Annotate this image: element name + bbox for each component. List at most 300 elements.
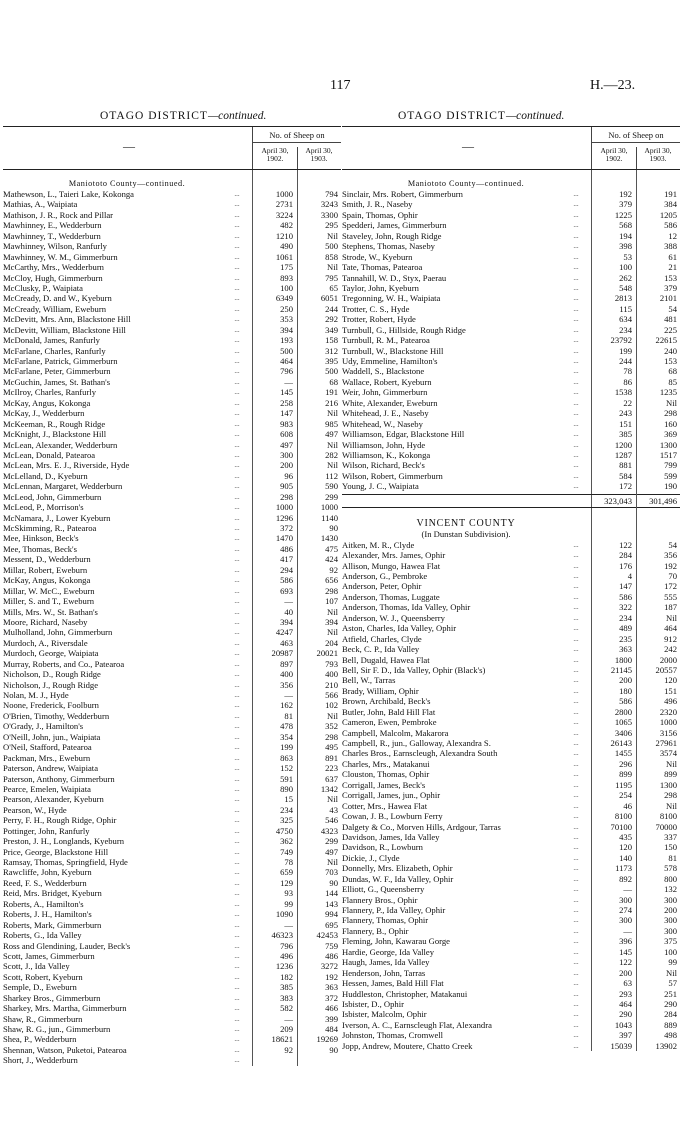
sheep-1902: 490	[280, 241, 293, 252]
sheep-1902: 78	[623, 366, 632, 377]
leader-dots: ...	[573, 707, 579, 716]
leader-dots: ...	[234, 972, 240, 981]
owner-name: Donnelly, Mrs. Elizabeth, Ophir	[342, 863, 453, 874]
table-row	[342, 790, 680, 800]
table-row	[342, 561, 680, 571]
owner-name: Anderson, Peter, Ophir	[342, 581, 422, 592]
sheep-1903: 187	[664, 602, 677, 613]
sheep-1903: 1300	[659, 439, 677, 450]
owner-name: Nolan, M. J., Hyde	[3, 690, 69, 700]
sheep-1902: 394	[280, 616, 293, 627]
table-row	[342, 377, 680, 387]
table-row	[342, 968, 680, 978]
table-row	[3, 554, 341, 564]
leader-dots: ...	[573, 221, 579, 230]
owner-name: O'Grady, J., Hamilton's	[3, 721, 84, 732]
sheep-1903: 68	[329, 376, 338, 387]
table-row	[3, 920, 341, 930]
sheep-1903: 90	[329, 877, 338, 888]
sheep-1903: Nil	[327, 408, 338, 419]
sheep-1903: 800	[664, 873, 677, 884]
sheep-1903: 1235	[659, 387, 677, 398]
owner-name: Mee, Hinkson, Beck's	[3, 533, 79, 544]
table-row	[3, 700, 341, 710]
leader-dots: ...	[573, 780, 579, 789]
owner-name: Murdoch, A., Riversdale	[3, 637, 88, 648]
leader-dots: ...	[234, 680, 240, 689]
owner-name: Whitehead, J. E., Naseby	[342, 408, 429, 419]
sheep-1902: 497	[280, 439, 293, 450]
owner-name: O'Brien, Timothy, Wedderburn	[3, 710, 110, 721]
sheep-1903: 375	[664, 936, 677, 947]
leader-dots: ...	[573, 210, 579, 219]
sheep-1902: 1210	[275, 230, 293, 241]
sheep-1902: 70100	[610, 821, 632, 832]
sheep-1903: Nil	[666, 758, 677, 769]
sheep-1903: 244	[325, 303, 338, 314]
leader-dots: ...	[234, 1045, 240, 1054]
sheep-1902: 145	[280, 387, 293, 398]
sheep-1902: 464	[619, 998, 632, 1009]
leader-dots: ...	[573, 958, 579, 967]
sheep-1903: 99	[668, 957, 677, 968]
leader-dots: ...	[234, 743, 240, 752]
leader-dots: ...	[234, 659, 240, 668]
sheep-1903: 466	[325, 1003, 338, 1014]
header-dash: —	[123, 139, 135, 153]
owner-name: Turnbull, R. M., Patearoa	[342, 335, 430, 346]
leader-dots: ...	[573, 482, 579, 491]
sheep-1902: 379	[619, 199, 632, 210]
sheep-1902: 4247	[275, 627, 293, 638]
sheep-1903: Nil	[327, 710, 338, 721]
sheep-1903: 12	[668, 230, 677, 241]
sheep-1903: 496	[664, 696, 677, 707]
totals-row	[342, 494, 680, 508]
sheep-1902: 464	[280, 356, 293, 366]
sheep-1903: 2101	[659, 293, 677, 304]
table-row	[3, 993, 341, 1003]
leader-dots: ...	[573, 613, 579, 622]
owner-name: Price, George, Blackstone Hill	[3, 846, 109, 857]
leader-dots: ...	[573, 357, 579, 365]
sheep-1902: 1200	[614, 439, 632, 450]
sheep-1902: 463	[280, 637, 293, 648]
sheep-1903: 394	[325, 616, 338, 627]
owner-name: Paterson, Anthony, Gimmerburn	[3, 773, 115, 784]
owner-name: Pearson, W., Hyde	[3, 804, 67, 815]
table-row	[342, 686, 680, 696]
sheep-1902: 46323	[271, 930, 293, 941]
sheep-1903: 153	[664, 356, 677, 366]
sheep-1903: 150	[664, 842, 677, 853]
leader-dots: ...	[234, 555, 240, 564]
table-row	[3, 565, 341, 575]
sheep-1903: 1517	[659, 449, 677, 460]
sheep-1902: 796	[280, 366, 293, 377]
leader-dots: ...	[234, 941, 240, 950]
leader-dots: ...	[573, 728, 579, 737]
sheep-1903: 546	[325, 815, 338, 826]
table-row	[3, 774, 341, 784]
sheep-1902: 325	[280, 815, 293, 826]
sheep-1903: 107	[325, 596, 338, 607]
sheep-1903: 1342	[320, 783, 338, 794]
table-row	[342, 936, 680, 946]
owner-name: Corrigall, James, jun., Ophir	[342, 790, 441, 801]
owner-name: Iverson, A. C., Earnscleugh Flat, Alexandra	[342, 1019, 492, 1030]
sheep-1903: 352	[325, 721, 338, 732]
sheep-1903: 120	[664, 675, 677, 686]
section-heading: Maniototo County—continued.	[68, 179, 186, 188]
sheep-1903: Nil	[666, 397, 677, 408]
sheep-1902: 209	[280, 1024, 293, 1034]
leader-dots: ...	[573, 273, 579, 282]
sheep-1903: 200	[664, 905, 677, 915]
sheep-1903: 3243	[320, 199, 338, 210]
owner-name: McSkimming, R., Patearoa	[3, 523, 97, 533]
sheep-1903: 369	[664, 429, 677, 440]
owner-name: Mawhinney, W. M., Gimmerburn	[3, 251, 118, 262]
leader-dots: ...	[234, 764, 240, 773]
table-row	[342, 811, 680, 821]
owner-name: Allison, Mungo, Hawea Flat	[342, 560, 441, 571]
table-row	[3, 753, 341, 763]
leader-dots: ...	[573, 843, 579, 852]
sheep-1903: 349	[325, 324, 338, 335]
leader-dots: ...	[234, 440, 240, 449]
sheep-1902: 194	[619, 230, 632, 241]
table-row	[3, 199, 341, 209]
leader-dots: ...	[234, 878, 240, 887]
sheep-1902: 659	[280, 867, 293, 878]
table-row	[342, 481, 680, 491]
sheep-1903: 298	[664, 408, 677, 419]
table-row	[342, 769, 680, 779]
left-table-header	[3, 126, 341, 170]
owner-name: Weir, John, Gimmerburn	[342, 387, 428, 398]
owner-name: Flannery, Thomas, Ophir	[342, 915, 429, 926]
table-row	[342, 199, 680, 209]
leader-dots: ...	[234, 190, 240, 198]
owner-name: Anderson, Thomas, Ida Valley, Ophir	[342, 602, 471, 613]
sheep-1902: 122	[619, 539, 632, 550]
sheep-1902: 3224	[275, 209, 293, 220]
sheep-1902: 1000	[275, 189, 293, 199]
sheep-1902: 200	[619, 675, 632, 686]
owner-name: Flannery, B., Ophir	[342, 925, 409, 936]
sheep-1903: 497	[325, 429, 338, 440]
sheep-1903: 282	[325, 449, 338, 460]
owner-name: Millar, W. McC., Eweburn	[3, 585, 95, 596]
sheep-1902: 435	[619, 831, 632, 842]
leader-dots: ...	[573, 718, 579, 727]
table-row	[3, 304, 341, 314]
sheep-1903: 6051	[320, 293, 338, 304]
sheep-1903: 384	[664, 199, 677, 210]
sheep-1902: 296	[619, 758, 632, 769]
sheep-1902: 200	[619, 967, 632, 978]
leader-dots: ...	[234, 691, 240, 699]
sheep-1903: 337	[664, 831, 677, 842]
sheep-1903: Nil	[327, 439, 338, 450]
sheep-1902: 890	[280, 783, 293, 794]
owner-name: Haugh, James, Ida Valley	[342, 957, 430, 968]
sheep-1903: 1000	[320, 502, 338, 513]
table-row	[342, 863, 680, 873]
owner-name: Roberts, A., Hamilton's	[3, 898, 84, 909]
sheep-1902: 899	[619, 769, 632, 780]
sheep-1902: 356	[280, 679, 293, 690]
leader-dots: ...	[573, 739, 579, 747]
leader-dots: ...	[573, 551, 579, 560]
table-row	[342, 613, 680, 623]
sheep-1902: 300	[280, 449, 293, 460]
leader-dots: ...	[234, 231, 240, 240]
sheep-1903: 994	[325, 909, 338, 920]
leader-dots: ...	[573, 471, 579, 480]
sheep-1902: 385	[619, 429, 632, 440]
sheep-1902: 983	[280, 418, 293, 429]
leader-dots: ...	[234, 388, 240, 397]
sheep-1903: 22615	[655, 335, 677, 346]
owner-name: Jopp, Andrew, Moutere, Chatto Creek	[342, 1040, 473, 1051]
owner-name: Sinclair, Mrs. Robert, Gimmerburn	[342, 189, 463, 199]
table-row	[342, 707, 680, 717]
leader-dots: ...	[573, 968, 579, 977]
leader-dots: ...	[234, 847, 240, 856]
owner-name: Brady, William, Ophir	[342, 685, 419, 696]
right-district-title: OTAGO DISTRICT—continued.	[398, 110, 565, 122]
sheep-1902: 86	[623, 376, 632, 387]
sheep-1902: 372	[280, 523, 293, 533]
owner-name: McNamara, J., Lower Kyeburn	[3, 512, 111, 523]
sheep-1902: 1195	[615, 779, 632, 790]
sheep-1903: 100	[664, 946, 677, 957]
sheep-1902: 298	[280, 491, 293, 502]
owner-name: Williamson, Edgar, Blackstone Hill	[342, 429, 465, 440]
leader-dots: ...	[573, 430, 579, 439]
table-row	[342, 293, 680, 303]
owner-name: Williamson, K., Kokonga	[342, 449, 431, 460]
owner-name: White, Alexander, Eweburn	[342, 397, 438, 408]
sheep-1903: Nil	[666, 800, 677, 811]
leader-dots: ...	[573, 947, 579, 956]
owner-name: McKay, J., Wedderburn	[3, 408, 85, 419]
table-row	[342, 717, 680, 727]
sheep-1903: 486	[325, 950, 338, 961]
sheep-1902: 234	[619, 324, 632, 335]
leader-dots: ...	[234, 377, 240, 386]
leader-dots: ...	[573, 603, 579, 612]
table-row	[3, 346, 341, 356]
table-row	[342, 314, 680, 324]
sheep-1902: 21145	[610, 664, 632, 675]
sheep-1902: 478	[280, 721, 293, 732]
leader-dots: ...	[234, 889, 240, 898]
owner-name: McKeeman, R., Rough Ridge	[3, 418, 106, 429]
owner-name: Atfield, Charles, Clyde	[342, 633, 422, 644]
year-1902-header: April 30, 1902.	[261, 146, 289, 163]
table-row	[342, 325, 680, 335]
sheep-1903: 102	[325, 700, 338, 711]
owner-name: McLeod, John, Gimmerburn	[3, 491, 102, 502]
leader-dots: ...	[234, 962, 240, 971]
owner-name: Flannery Bros., Ophir	[342, 894, 418, 905]
sheep-1902: 385	[280, 982, 293, 993]
sheep-1903: 210	[325, 679, 338, 690]
leader-dots: ...	[234, 336, 240, 345]
leader-dots: ...	[573, 979, 579, 988]
leader-dots: ...	[573, 832, 579, 841]
sheep-1902: 234	[280, 804, 293, 815]
leader-dots: ...	[234, 597, 240, 606]
owner-name: Ramsay, Thomas, Springfield, Hyde	[3, 857, 128, 867]
owner-name: Charles Bros., Earnscleugh, Alexandra South	[342, 748, 498, 759]
table-row	[3, 899, 341, 909]
sheep-1902: —	[623, 884, 632, 895]
sheep-1902: 582	[280, 1003, 293, 1014]
sheep-1902: 122	[619, 957, 632, 968]
leader-dots: ...	[234, 1056, 240, 1065]
owner-name: McFarlane, Patrick, Gimmerburn	[3, 356, 118, 366]
owner-name: McCarthy, Mrs., Wedderburn	[3, 262, 104, 273]
sheep-1903: 475	[325, 543, 338, 554]
sheep-1902: 586	[619, 591, 632, 602]
leader-dots: ...	[573, 561, 579, 570]
leader-dots: ...	[573, 263, 579, 272]
sheep-1903: 65	[329, 282, 338, 293]
owner-name: Turnbull, W., Blackstone Hill	[342, 345, 444, 356]
sheep-1902: 23792	[610, 335, 632, 346]
table-row	[342, 728, 680, 738]
owner-name: Murdoch, George, Waipiata	[3, 648, 99, 659]
owner-name: McDevitt, William, Blackstone Hill	[3, 324, 126, 335]
table-row	[3, 492, 341, 502]
table-row	[3, 513, 341, 523]
sheep-1903: 42453	[316, 930, 338, 941]
sheep-1902: 397	[619, 1030, 632, 1041]
leader-dots: ...	[234, 732, 240, 741]
sheep-1902: 591	[280, 773, 293, 784]
sheep-1902: 235	[619, 633, 632, 644]
leader-dots: ...	[234, 753, 240, 762]
table-row	[3, 836, 341, 846]
leader-dots: ...	[234, 701, 240, 710]
sheep-1902: 394	[280, 324, 293, 335]
leader-dots: ...	[573, 582, 579, 591]
leader-dots: ...	[573, 540, 579, 549]
sheep-1902: 151	[619, 418, 632, 429]
sheep-1902: 1061	[275, 251, 293, 262]
sheep-1902: 1296	[275, 512, 293, 523]
leader-dots: ...	[234, 1004, 240, 1013]
sheep-1903: 395	[325, 356, 338, 366]
table-row	[342, 999, 680, 1009]
leader-dots: ...	[573, 624, 579, 633]
sheep-1902: 1538	[614, 387, 632, 398]
leader-dots: ...	[573, 377, 579, 386]
sheep-1902: 892	[619, 873, 632, 884]
owner-name: Fleming, John, Kawarau Gorge	[342, 936, 450, 947]
table-row	[342, 978, 680, 988]
owner-name: Spedderi, James, Gimmerburn	[342, 220, 447, 231]
table-row	[3, 982, 341, 992]
sheep-1903: 2000	[659, 654, 677, 665]
leader-dots: ...	[573, 791, 579, 800]
sheep-1902: —	[284, 919, 293, 930]
sheep-1902: 863	[280, 752, 293, 763]
leader-dots: ...	[234, 628, 240, 637]
right-table-header	[342, 126, 680, 170]
owner-name: Taylor, John, Kyeburn	[342, 282, 419, 293]
sheep-1903: 112	[325, 470, 338, 481]
sheep-1902: 26143	[610, 738, 632, 748]
table-row	[342, 1030, 680, 1040]
leader-dots: ...	[573, 398, 579, 407]
sheep-1902: 489	[619, 623, 632, 634]
sheep-1903: 43	[329, 804, 338, 815]
table-row	[3, 847, 341, 857]
table-row	[342, 675, 680, 685]
sheep-1903: 300	[664, 894, 677, 905]
owner-name: Shea, P., Wedderburn	[3, 1034, 77, 1045]
sheep-1902: 99	[284, 898, 293, 909]
owner-name: Packman, Mrs., Eweburn	[3, 752, 91, 763]
leader-dots: ...	[573, 1031, 579, 1040]
owner-name: Pearce, Emelen, Waipiata	[3, 783, 91, 794]
sheep-1902: 1065	[614, 717, 632, 728]
leader-dots: ...	[234, 1025, 240, 1033]
leader-dots: ...	[234, 263, 240, 272]
sheep-1903: 858	[325, 251, 338, 262]
leader-dots: ...	[573, 989, 579, 998]
table-row	[3, 815, 341, 825]
sheep-1903: 794	[325, 189, 338, 199]
sheep-1902: 1455	[614, 748, 632, 759]
owner-name: Short, J., Wedderburn	[3, 1055, 78, 1066]
leader-dots: ...	[573, 252, 579, 261]
table-row	[342, 759, 680, 769]
sheep-1903: 1000	[659, 717, 677, 728]
owner-name: McCready, William, Eweburn	[3, 303, 106, 314]
owner-name: Waddell, S., Blackstone	[342, 366, 425, 377]
sheep-1902: 586	[619, 696, 632, 707]
leader-dots: ...	[234, 242, 240, 251]
table-row	[3, 398, 341, 408]
sheep-1903: 985	[325, 418, 338, 429]
owner-name: Isbister, D., Ophir	[342, 998, 404, 1009]
table-row	[342, 550, 680, 560]
sheep-1903: Nil	[327, 794, 338, 805]
table-row	[3, 648, 341, 658]
sheep-1903: 192	[325, 971, 338, 982]
leader-dots: ...	[234, 617, 240, 626]
table-row	[342, 1041, 680, 1051]
sheep-1902: 18621	[271, 1034, 293, 1045]
sheep-1903: 61	[668, 251, 677, 262]
sheep-1902: 398	[619, 241, 632, 252]
leader-dots: ...	[234, 774, 240, 783]
leader-dots: ...	[234, 784, 240, 793]
owner-name: Mills, Mrs. W., St. Bathan's	[3, 606, 98, 617]
table-row	[342, 408, 680, 418]
table-row	[342, 1020, 680, 1030]
sheep-1903: 240	[664, 345, 677, 356]
leader-dots: ...	[573, 450, 579, 459]
sheep-1903: 312	[325, 345, 338, 356]
table-row	[3, 460, 341, 470]
